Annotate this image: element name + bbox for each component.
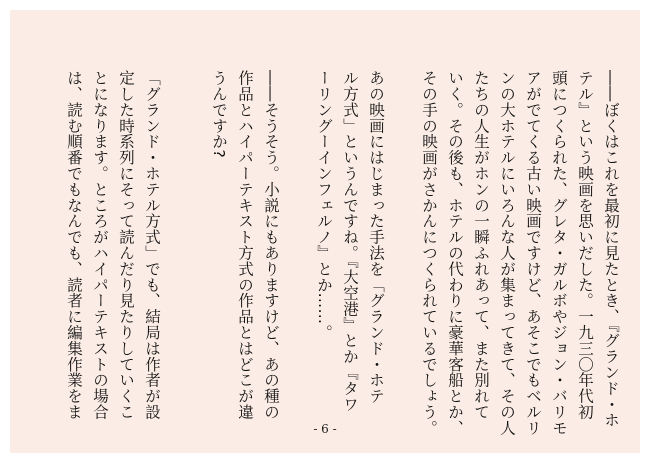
text-column: ――そうそう。小説にもありますけど、あの種の <box>262 70 280 420</box>
text-column: ル方式」というんですね。『大空港』とか『タワ <box>341 70 359 413</box>
text-column: 頭につくられた、グレタ・ガルボやジョン・バリモ <box>550 70 568 436</box>
text-column: 定した時系列にそって読んだり見たりしていくこ <box>117 70 135 420</box>
text-column: アがでてくる古い映画ですけど、あそこでもベルリ <box>524 70 542 436</box>
book-page <box>10 10 640 453</box>
text-column: は、読む順番でもなんでも、読者に編集作業をま <box>65 70 83 420</box>
text-column: うんですか? <box>210 70 228 159</box>
text-column: その手の映画がさかんにつくられているでしょう。 <box>420 70 438 436</box>
text-column: ーリングーインフェルノ』とか……。 <box>315 70 333 341</box>
text-column: ンの大ホテルにいろんな人が集まってきて、その人 <box>498 70 516 436</box>
page-number: - 6 - <box>313 422 337 436</box>
text-column: とになります。ところがハイパーテキストの場合 <box>91 70 109 420</box>
text-column: テル』という映画を思いだした。一九三〇年代初 <box>576 70 594 420</box>
text-column: たちの人生がホンの一瞬ふれあって、また別れて <box>472 70 490 420</box>
text-column: 作品とハイパーテキスト方式の作品とはどこが違 <box>236 70 254 420</box>
text-column: 「グランド・ホテル方式」でも、結局は作者が設 <box>143 70 161 420</box>
text-column: ――ぼくはこれを最初に見たとき、『グランド・ホ <box>602 70 620 428</box>
text-column: いく。その後も、ホテルの代わりに豪華客船とか、 <box>446 70 464 436</box>
text-column: あの映画にはじまった手法を「グランド・ホテ <box>367 70 385 404</box>
